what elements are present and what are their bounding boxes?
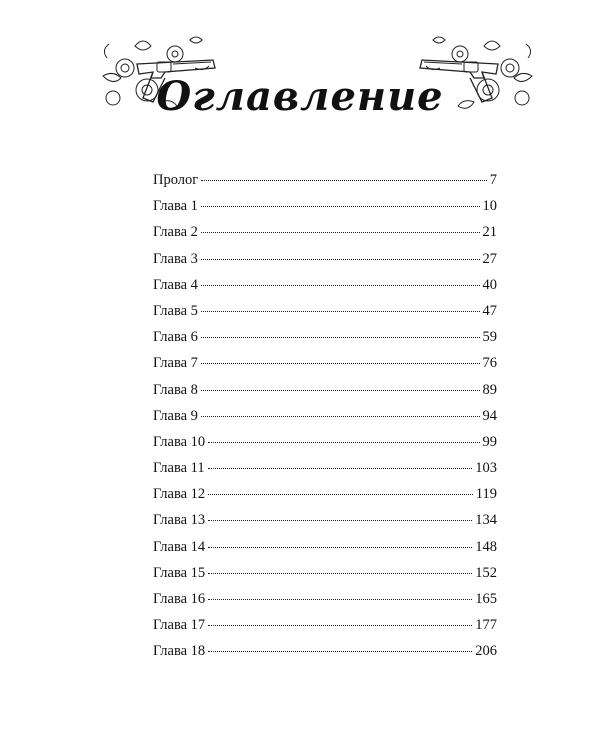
toc-entry-label: Глава 12 — [153, 486, 206, 503]
toc-entry-label: Глава 1 — [153, 198, 198, 215]
toc-entry[interactable] — [153, 591, 497, 617]
toc-entry[interactable] — [153, 434, 497, 460]
toc-entry-page: 89 — [482, 381, 497, 398]
toc-dot-leader — [201, 415, 480, 417]
toc-dot-leader — [201, 179, 487, 181]
toc-dot-leader — [208, 441, 479, 443]
toc-entry-page: 134 — [475, 512, 497, 529]
toc-entry[interactable] — [153, 303, 497, 329]
toc-entry-page: 152 — [475, 564, 497, 581]
toc-dot-leader — [201, 336, 480, 338]
toc-dot-leader — [201, 284, 480, 286]
toc-dot-leader — [201, 205, 480, 207]
toc-entry[interactable] — [153, 486, 497, 512]
toc-entry[interactable] — [153, 460, 497, 486]
toc-entry-page: 76 — [482, 355, 497, 372]
toc-entry-page: 103 — [475, 460, 497, 477]
toc-entry-label: Глава 16 — [153, 591, 206, 607]
toc-entry-label: Глава 2 — [153, 224, 198, 241]
page-title: Оглавление — [156, 72, 444, 120]
toc-dot-leader — [208, 650, 472, 652]
toc-entry-label: Пролог — [153, 172, 199, 188]
toc-dot-leader — [208, 467, 473, 469]
toc-entry[interactable] — [153, 565, 497, 591]
toc-dot-leader — [201, 258, 480, 260]
toc-entry-page: 21 — [482, 224, 497, 241]
revolver-flowers-ornament-icon — [410, 28, 540, 118]
toc-dot-leader — [208, 572, 472, 574]
toc-entry-label: Глава 15 — [153, 564, 206, 581]
toc-entry[interactable] — [153, 539, 497, 565]
toc-entry-page: 99 — [482, 433, 497, 450]
toc-dot-leader — [208, 546, 472, 548]
toc-entry-page: 7 — [489, 172, 497, 188]
toc-entry[interactable] — [153, 251, 497, 277]
toc-entry-label: Глава 6 — [153, 329, 198, 346]
toc-entry-label: Глава 9 — [153, 407, 198, 424]
toc-dot-leader — [208, 624, 472, 626]
toc-entry-label: Глава 3 — [153, 250, 198, 267]
toc-entry-label: Глава 18 — [153, 643, 206, 660]
toc-dot-leader — [201, 231, 480, 233]
toc-dot-leader — [208, 493, 473, 495]
toc-entry-page: 94 — [482, 407, 497, 424]
toc-entry-label: Глава 13 — [153, 512, 206, 529]
toc-dot-leader — [201, 362, 480, 364]
toc-entry-label: Глава 14 — [153, 538, 206, 555]
toc-entry-page: 119 — [475, 486, 497, 503]
toc-dot-leader — [201, 389, 480, 391]
toc-entry[interactable] — [153, 329, 497, 355]
toc-entry-page: 10 — [482, 198, 497, 215]
toc-dot-leader — [208, 598, 472, 600]
toc-entry[interactable] — [153, 408, 497, 434]
toc-dot-leader — [201, 310, 480, 312]
toc-entry[interactable] — [153, 382, 497, 408]
toc-entry[interactable] — [153, 198, 497, 224]
toc-entry-page: 27 — [482, 250, 497, 267]
toc-entry[interactable] — [153, 617, 497, 643]
toc-entry[interactable] — [153, 172, 497, 198]
toc-entry-label: Глава 17 — [153, 617, 206, 634]
toc-dot-leader — [208, 519, 472, 521]
toc-entry-page: 165 — [475, 591, 497, 607]
toc-entry-label: Глава 5 — [153, 302, 198, 319]
toc-entry-label: Глава 4 — [153, 276, 198, 293]
toc-entry[interactable] — [153, 512, 497, 538]
toc-entry-label: Глава 7 — [153, 355, 198, 372]
toc-entry-page: 206 — [475, 643, 497, 660]
toc-entry[interactable] — [153, 355, 497, 381]
toc-entry-page: 40 — [482, 276, 497, 293]
table-of-contents — [153, 172, 497, 670]
toc-entry[interactable] — [153, 643, 497, 669]
toc-entry[interactable] — [153, 277, 497, 303]
toc-entry-page: 59 — [482, 329, 497, 346]
toc-entry-label: Глава 8 — [153, 381, 198, 398]
toc-entry-page: 177 — [475, 617, 497, 634]
toc-entry-label: Глава 10 — [153, 433, 206, 450]
toc-entry-label: Глава 11 — [153, 460, 205, 477]
toc-entry-page: 148 — [475, 538, 497, 555]
toc-entry-page: 47 — [482, 302, 497, 319]
toc-entry[interactable] — [153, 224, 497, 250]
